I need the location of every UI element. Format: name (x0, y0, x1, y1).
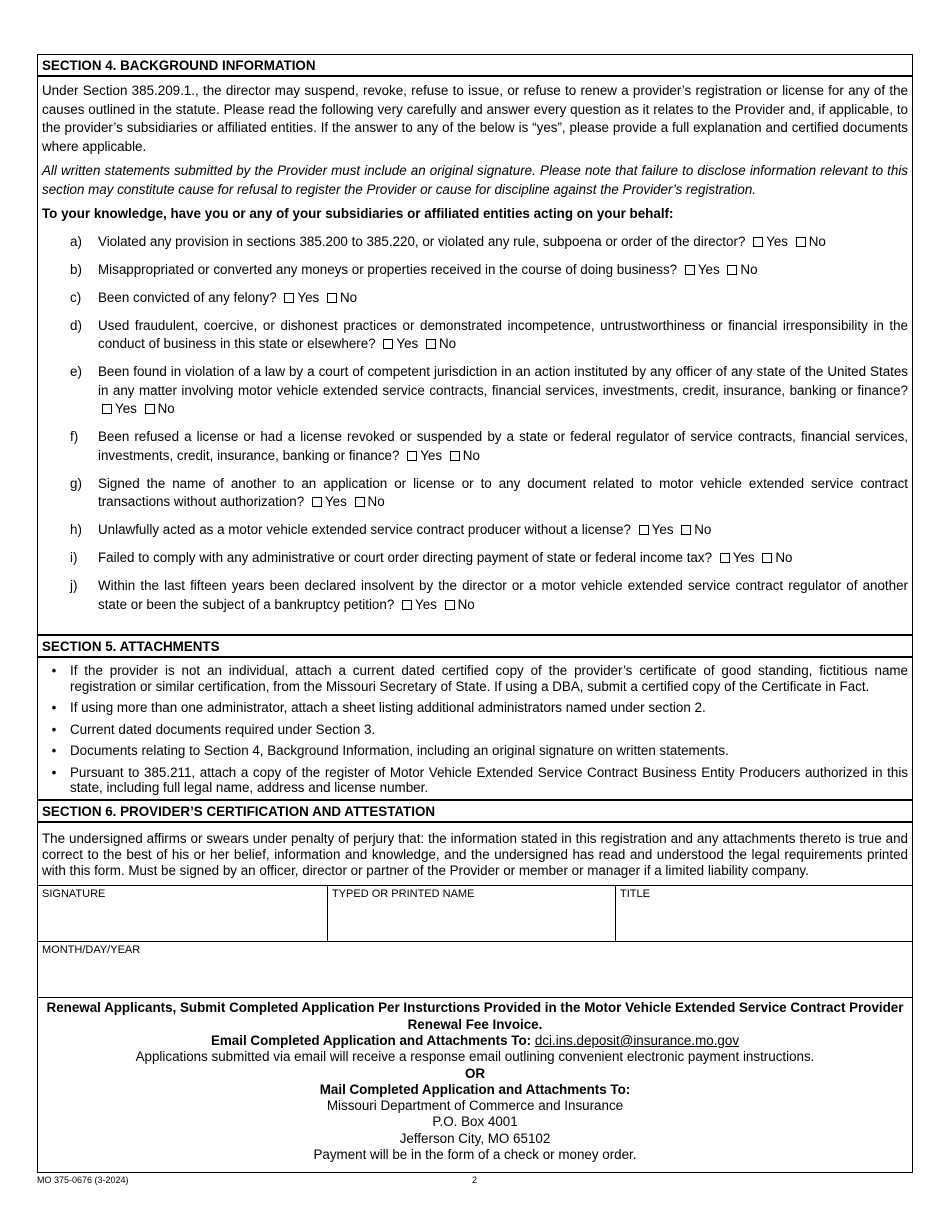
section-6-heading: SECTION 6. PROVIDER’S CERTIFICATION AND ATTESTATION (38, 799, 912, 823)
list-item (38, 765, 912, 796)
question-text: Been found in violation of a law by a court of competent jurisdiction in an action instituted by any officer of any state of the United States in any matter involving motor vehicle extended service contracts, financial services, investments, credit, insurance, banking or finance? (98, 364, 908, 398)
question-text: Misappropriated or converted any moneys or properties received in the course of doing business? (98, 261, 678, 277)
question-text: Within the last fifteen years been declared insolvent by the director or a motor vehicle extended service contract regulator of another state or been the subject of a bankruptcy petition? (98, 578, 908, 612)
question-g-yes-checkbox[interactable] (312, 497, 322, 507)
question-c-no-checkbox[interactable] (327, 293, 337, 303)
question-i (38, 549, 912, 568)
question-g (38, 475, 912, 512)
question-text: Signed the name of another to an application or license or to any document related to motor vehicle extended service contract transactions without authorization? (98, 475, 908, 509)
question-j (38, 577, 912, 614)
section-4-question-lead: To your knowledge, have you or any of your subsidiaries or affiliated entities acting on your behalf: (42, 206, 674, 221)
bullet: • (51, 700, 57, 715)
question-letter: b) (70, 261, 82, 277)
bullet: • (51, 663, 57, 678)
question-j-no-checkbox[interactable] (445, 600, 455, 610)
yes-label: Yes (697, 261, 720, 277)
background-questions (38, 233, 912, 615)
title-label: TITLE (620, 888, 650, 901)
title-field[interactable] (615, 886, 912, 941)
question-c (38, 289, 912, 308)
question-f-yes-checkbox[interactable] (407, 451, 417, 461)
question-c-yes-checkbox[interactable] (284, 293, 294, 303)
signature-field[interactable] (38, 886, 327, 941)
yes-label: Yes (415, 596, 437, 612)
question-j-yes-checkbox[interactable] (402, 600, 412, 610)
section-4-heading: SECTION 4. BACKGROUND INFORMATION (38, 55, 912, 77)
no-label: No (694, 522, 712, 537)
question-a-no-checkbox[interactable] (796, 237, 806, 247)
question-e-no-checkbox[interactable] (145, 404, 155, 414)
question-letter: d) (70, 317, 82, 333)
question-letter: j) (70, 578, 78, 593)
question-e-yes-checkbox[interactable] (102, 404, 112, 414)
question-letter: e) (70, 364, 82, 379)
email-instructions (38, 1033, 912, 1049)
form-number: MO 375-0676 (3-2024) (37, 1175, 129, 1185)
question-f-no-checkbox[interactable] (450, 451, 460, 461)
date-label: MONTH/DAY/YEAR (42, 944, 141, 957)
section-4-intro: Under Section 385.209.1., the director may suspend, revoke, refuse to issue, or refuse to renew a provider’s registration or license for any of the causes outlined in the statute. Please read the following very carefully and answer every question as it relates to the Provider and, if applicable, to the provider’s subsidiaries or affiliated entities. If the answer to any of the below is “yes”, please provide a full explanation and certified documents where applicable. (42, 83, 908, 154)
list-item (38, 700, 912, 716)
question-text: Been refused a license or had a license revoked or suspended by a state or federal regulator of service contracts, financial services, investments, credit, insurance, banking or finance? (98, 429, 908, 463)
email-label: Email Completed Application and Attachments To: (210, 1032, 532, 1048)
question-h (38, 521, 912, 540)
printed-name-label: TYPED OR PRINTED NAME (332, 888, 475, 901)
question-h-no-checkbox[interactable] (681, 525, 691, 535)
address-line-3: Jefferson City, MO 65102 (399, 1130, 551, 1146)
date-field[interactable] (38, 941, 912, 997)
no-label: No (367, 494, 385, 509)
question-g-no-checkbox[interactable] (355, 497, 365, 507)
yes-label: Yes (732, 550, 755, 565)
yes-label: Yes (324, 494, 347, 509)
yes-label: Yes (766, 233, 788, 249)
question-text: Been convicted of any felony? (98, 289, 277, 305)
no-label: No (462, 447, 480, 463)
attachment-text: If using more than one administrator, attach a sheet listing additional administrators named under section 2. (70, 700, 706, 715)
question-a-yes-checkbox[interactable] (753, 237, 763, 247)
signature-label: SIGNATURE (42, 888, 106, 901)
question-d-yes-checkbox[interactable] (383, 339, 393, 349)
yes-label: Yes (396, 336, 419, 351)
question-text: Used fraudulent, coercive, or dishonest practices or demonstrated incompetence, untrustworthiness or financial irresponsibility in the conduct of business in this state or elsewhere? (98, 317, 908, 351)
address-line-2: P.O. Box 4001 (432, 1114, 518, 1130)
yes-label: Yes (420, 447, 443, 463)
question-letter: a) (70, 233, 82, 249)
registration-form (37, 54, 913, 1173)
question-letter: h) (70, 522, 82, 537)
question-b (38, 261, 912, 280)
yes-label: Yes (115, 401, 137, 416)
attachment-text: Current dated documents required under Section 3. (70, 721, 376, 737)
list-item (38, 743, 912, 759)
question-h-yes-checkbox[interactable] (639, 525, 649, 535)
no-label: No (340, 289, 358, 305)
no-label: No (740, 261, 758, 277)
attachment-text: Pursuant to 385.211, attach a copy of the register of Motor Vehicle Extended Service Contract Business Entity Producers authorized in this state, including full legal name, address and license number. (70, 764, 908, 795)
email-note: Applications submitted via email will receive a response email outlining convenient electronic payment instructions. (135, 1049, 815, 1065)
printed-name-field[interactable] (327, 886, 615, 941)
question-a (38, 233, 912, 252)
or-separator: OR (464, 1065, 486, 1081)
mail-label: Mail Completed Application and Attachments To: (319, 1081, 631, 1097)
question-b-yes-checkbox[interactable] (685, 265, 695, 275)
question-f (38, 428, 912, 465)
question-letter: g) (70, 475, 82, 491)
question-letter: f) (70, 429, 79, 444)
attachment-text: Documents relating to Section 4, Background Information, including an original signature on written statements. (70, 743, 729, 758)
no-label: No (157, 401, 175, 416)
question-text: Failed to comply with any administrative or court order directing payment of state or federal income tax? (98, 550, 713, 565)
no-label: No (775, 550, 793, 565)
yes-label: Yes (651, 522, 674, 537)
section-4-note: All written statements submitted by the Provider must include an original signature. Please note that failure to disclose information relevant to this section may constitute cause for refusal to register the Provider or cause for discipline against the Provider’s registration. (42, 163, 908, 197)
bullet: • (51, 764, 57, 780)
no-label: No (457, 596, 475, 612)
attachments-list (38, 663, 912, 796)
email-link[interactable]: dci.ins.deposit@insurance.mo.gov (534, 1032, 740, 1048)
renewal-instructions: Renewal Applicants, Submit Completed Application Per Insturctions Provided in the Motor Vehicle Extended Service Contract Provider Renewal Fee Invoice. (46, 1000, 904, 1032)
bullet: • (51, 721, 57, 737)
section-5-heading: SECTION 5. ATTACHMENTS (38, 634, 912, 658)
attachment-text: If the provider is not an individual, attach a current dated certified copy of the provider’s certificate of good standing, fictitious name registration or similar certification, from the Missouri Secretary of State. If using a DBA, submit a certified copy of the Certificate in Fact. (70, 663, 908, 694)
question-text: Violated any provision in sections 385.200 to 385.220, or violated any rule, subpoena or order of the director? (98, 233, 746, 249)
signature-row (38, 885, 912, 941)
question-i-no-checkbox[interactable] (762, 553, 772, 563)
page-number: 2 (472, 1175, 478, 1185)
question-i-yes-checkbox[interactable] (720, 553, 730, 563)
no-label: No (438, 336, 457, 351)
yes-label: Yes (297, 289, 320, 305)
question-d-no-checkbox[interactable] (426, 339, 436, 349)
no-label: No (808, 233, 826, 249)
question-e (38, 363, 912, 419)
list-item (38, 663, 912, 694)
bullet: • (51, 743, 57, 758)
question-letter: c) (70, 289, 82, 305)
address-line-1: Missouri Department of Commerce and Insurance (326, 1098, 624, 1114)
question-text: Unlawfully acted as a motor vehicle extended service contract producer without a license? (98, 522, 631, 537)
question-b-no-checkbox[interactable] (727, 265, 737, 275)
payment-note: Payment will be in the form of a check or money order. (313, 1147, 637, 1163)
section-6-attestation: The undersigned affirms or swears under penalty of perjury that: the information stated in this registration and any attachments thereto is true and correct to the best of his or her belief, information and knowledge, and the undersigned has read and understood the legal requirements printed with this form. Must be signed by an officer, director or partner of the Provider or member or manager if a limited liability company. (42, 830, 908, 879)
list-item (38, 722, 912, 738)
question-d (38, 317, 912, 354)
question-letter: i) (70, 550, 78, 565)
submission-instructions (38, 997, 912, 1163)
